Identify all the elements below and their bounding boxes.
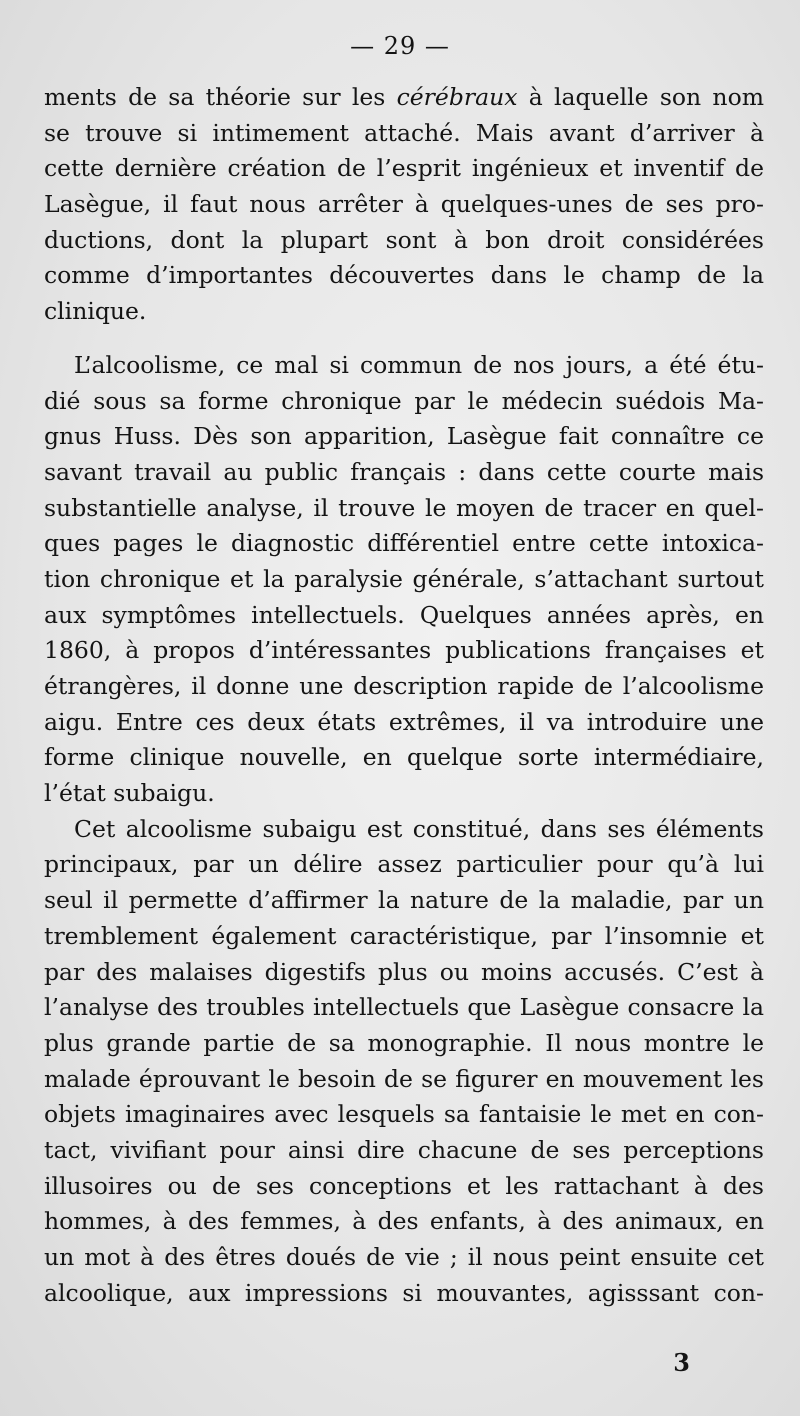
text-line: objets imaginaires avec lesquels sa fantaisie le met en con- — [44, 1100, 764, 1129]
text-line: étrangères, il donne une description rapide de l’alcoolisme — [44, 672, 764, 700]
text-line: substantielle analyse, il trouve le moyen de tracer en quel- — [44, 493, 764, 522]
body-text — [44, 80, 764, 1311]
text-line: ductions, dont la plupart sont à bon droit considérées — [44, 225, 764, 254]
text-line: illusoires ou de ses conceptions et les rattachant à des — [44, 1171, 764, 1200]
text-line: alcoolique, aux impressions si mouvantes, agisssant con- — [44, 1278, 764, 1307]
text-line: Cet alcoolisme subaigu est constitué, dans ses éléments — [74, 814, 764, 843]
text-line: 1860, à propos d’intéressantes publications françaises et — [44, 636, 764, 665]
text-line: comme d’importantes découvertes dans le champ de la — [44, 261, 764, 290]
text-line: cette dernière création de l’esprit ingénieux et inventif de — [44, 154, 764, 183]
text-line: tion chronique et la paralysie générale, s’attachant surtout — [44, 564, 764, 593]
text-line: aigu. Entre ces deux états extrêmes, il va introduire une — [44, 707, 764, 736]
signature-mark: 3 — [673, 1348, 690, 1377]
text-line: Lasègue, il faut nous arrêter à quelques-unes de ses pro- — [44, 190, 764, 219]
text-line: savant travail au public français : dans cette courte mais — [44, 457, 764, 486]
text-line: seul il permette d’affirmer la nature de la maladie, par un — [44, 886, 764, 915]
text-line: par des malaises digestifs plus ou moins accusés. C’est à — [44, 957, 764, 986]
text-line: un mot à des êtres doués de vie ; il nous peint ensuite cet — [44, 1243, 764, 1271]
paragraph-3 — [44, 812, 764, 1312]
text-line: tact, vivifiant pour ainsi dire chacune de ses perceptions — [44, 1135, 764, 1164]
text-line: forme clinique nouvelle, en quelque sorte intermédiaire, — [44, 743, 764, 772]
text-line: gnus Huss. Dès son apparition, Lasègue fait connaître ce — [44, 422, 764, 451]
text-line: tremblement également caractéristique, par l’insomnie et — [44, 921, 764, 950]
text-line: malade éprouvant le besoin de se figurer en mouvement les — [44, 1064, 764, 1093]
text-line: se trouve si intimement attaché. Mais avant d’arriver à — [44, 118, 764, 147]
text-line: l’état subaigu. — [44, 779, 215, 808]
page-number: — 29 — — [350, 32, 450, 60]
text-line: principaux, par un délire assez particulier pour qu’à lui — [44, 850, 764, 879]
text-line: hommes, à des femmes, à des enfants, à des animaux, en — [44, 1207, 764, 1236]
text-line: aux symptômes intellectuels. Quelques années après, en — [44, 600, 764, 629]
italic-term: cérébraux — [396, 83, 518, 111]
text-line: dié sous sa forme chronique par le médecin suédois Ma- — [44, 386, 764, 415]
paragraph-1 — [44, 80, 764, 330]
text-line: plus grande partie de sa monographie. Il nous montre le — [44, 1028, 764, 1057]
paragraph-2 — [44, 348, 764, 812]
text-line: L’alcoolisme, ce mal si commun de nos jours, a été étu- — [74, 350, 764, 379]
text-line: l’analyse des troubles intellectuels que Lasègue consacre la — [44, 993, 764, 1022]
text-line: ques pages le diagnostic différentiel entre cette intoxica- — [44, 529, 764, 558]
text-line: ments de sa théorie sur les cérébraux à laquelle son nom — [44, 83, 764, 111]
text-line: clinique. — [44, 297, 147, 326]
